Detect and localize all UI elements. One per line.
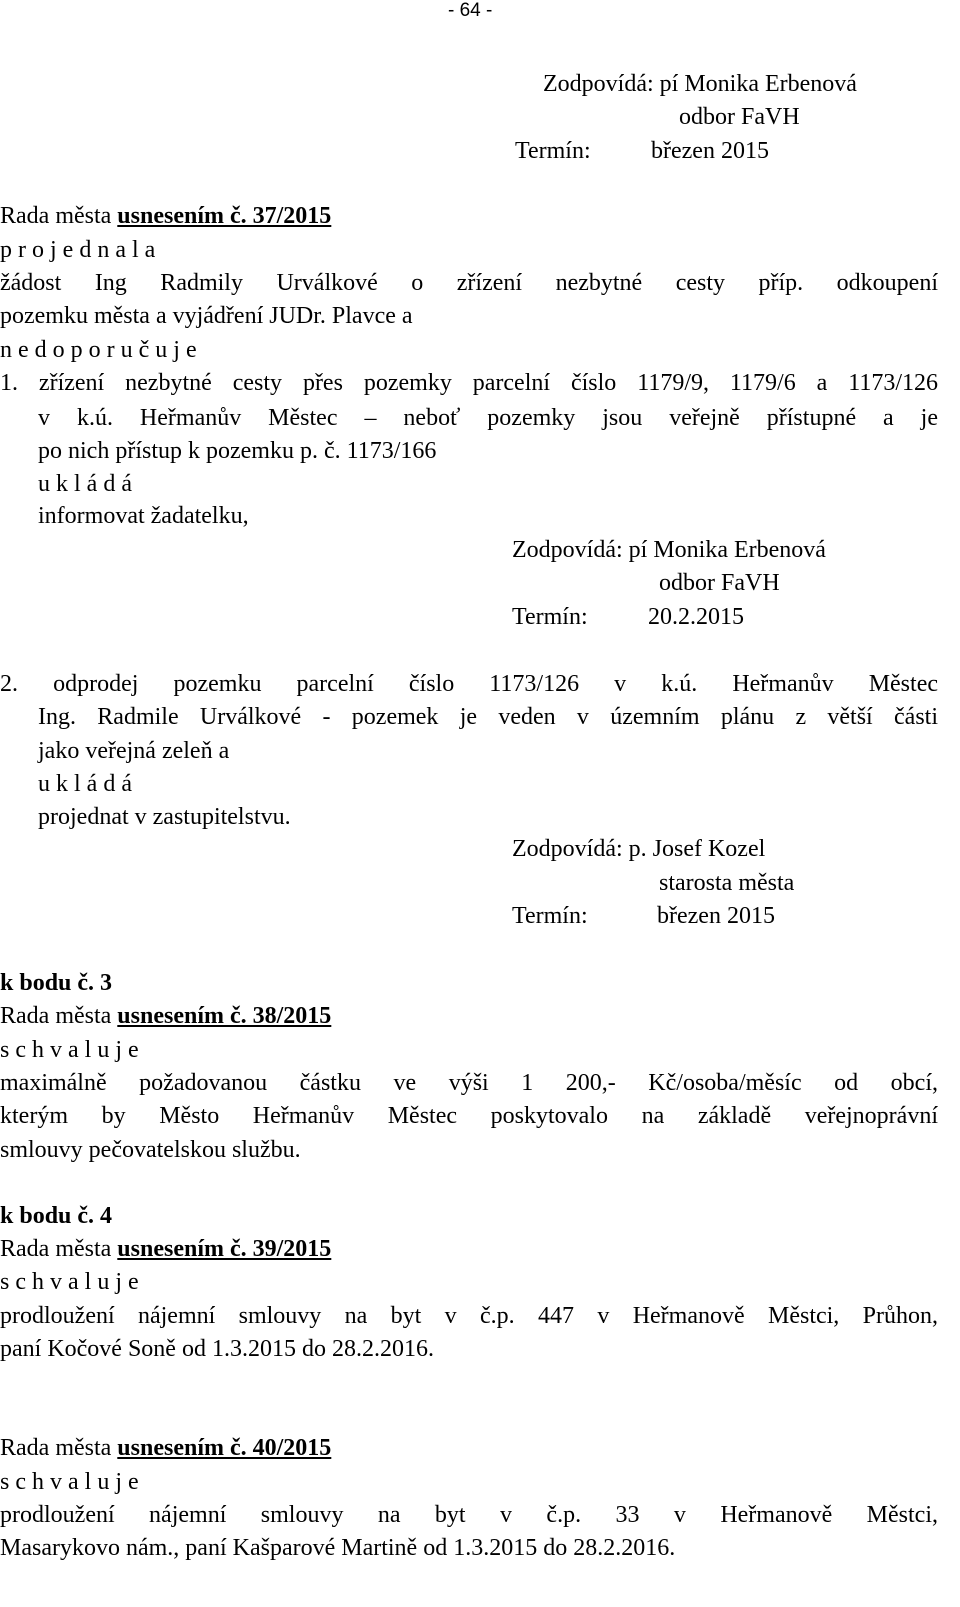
resolution-heading: Rada města usnesením č. 39/2015 bbox=[0, 1236, 332, 1262]
resolution-verb: s c h v a l u j e bbox=[0, 1037, 139, 1063]
resolution-item: 2. odprodej pozemku parcelní číslo 1173/126 v k.ú. Heřmanův Městec bbox=[0, 671, 938, 697]
resolution-number: usnesením č. 37/2015 bbox=[117, 203, 332, 229]
deadline-value: březen 2015 bbox=[651, 138, 769, 164]
resolution-number: usnesením č. 40/2015 bbox=[117, 1435, 332, 1461]
resolution-heading: Rada města usnesením č. 40/2015 bbox=[0, 1435, 332, 1461]
resolution-item: po nich přístup k pozemku p. č. 1173/166 bbox=[38, 438, 437, 464]
resolution-text: smlouvy pečovatelskou službu. bbox=[0, 1137, 301, 1163]
resolution-text: pozemku města a vyjádření JUDr. Plavce a bbox=[0, 303, 413, 329]
deadline-label: Termín: bbox=[512, 903, 588, 929]
department: odbor FaVH bbox=[679, 104, 800, 130]
resolution-item: jako veřejná zeleň a bbox=[38, 738, 230, 764]
resolution-heading: Rada města usnesením č. 38/2015 bbox=[0, 1003, 332, 1029]
deadline-label: Termín: bbox=[512, 604, 588, 630]
agenda-item-heading: k bodu č. 3 bbox=[0, 970, 113, 996]
resolution-text: paní Kočové Soně od 1.3.2015 do 28.2.2016. bbox=[0, 1336, 434, 1362]
resolution-item: Ing. Radmile Urválkové - pozemek je veden v územním plánu z větší části bbox=[38, 704, 938, 730]
deadline-value: březen 2015 bbox=[657, 903, 775, 929]
resolution-verb: p r o j e d n a l a bbox=[0, 237, 156, 263]
responsible-person: Zodpovídá: p. Josef Kozel bbox=[512, 836, 766, 862]
resolution-text: žádost Ing Radmily Urválkové o zřízení nezbytné cesty příp. odkoupení bbox=[0, 270, 938, 296]
resolution-text: prodloužení nájemní smlouvy na byt v č.p. 447 v Heřmanově Městci, Průhon, bbox=[0, 1303, 938, 1329]
resolution-task: informovat žadatelku, bbox=[38, 503, 249, 529]
resolution-verb: n e d o p o r u č u j e bbox=[0, 337, 197, 363]
deadline-value: 20.2.2015 bbox=[648, 604, 744, 630]
department: starosta města bbox=[659, 870, 795, 896]
page-number: - 64 - bbox=[448, 0, 493, 21]
resolution-heading: Rada města usnesením č. 37/2015 bbox=[0, 203, 332, 229]
resolution-text: prodloužení nájemní smlouvy na byt v č.p. 33 v Heřmanově Městci, bbox=[0, 1502, 938, 1528]
resolution-text: kterým by Město Heřmanův Městec poskytovalo na základě veřejnoprávní bbox=[0, 1103, 938, 1129]
agenda-item-heading: k bodu č. 4 bbox=[0, 1203, 113, 1229]
resolution-text: maximálně požadovanou částku ve výši 1 200,- Kč/osoba/měsíc od obcí, bbox=[0, 1070, 938, 1096]
resolution-text: Masarykovo nám., paní Kašparové Martině od 1.3.2015 do 28.2.2016. bbox=[0, 1535, 676, 1561]
responsible-person: Zodpovídá: pí Monika Erbenová bbox=[512, 537, 826, 563]
department: odbor FaVH bbox=[659, 570, 780, 596]
resolution-verb: u k l á d á bbox=[38, 771, 132, 797]
resolution-number: usnesením č. 39/2015 bbox=[117, 1236, 332, 1262]
resolution-item: v k.ú. Heřmanův Městec – neboť pozemky jsou veřejně přístupné a je bbox=[38, 405, 938, 431]
resolution-verb: s c h v a l u j e bbox=[0, 1469, 139, 1495]
responsible-person: Zodpovídá: pí Monika Erbenová bbox=[543, 71, 857, 97]
resolution-verb: s c h v a l u j e bbox=[0, 1269, 139, 1295]
resolution-verb: u k l á d á bbox=[38, 471, 132, 497]
deadline-label: Termín: bbox=[515, 138, 591, 164]
resolution-task: projednat v zastupitelstvu. bbox=[38, 804, 291, 830]
resolution-item: 1. zřízení nezbytné cesty přes pozemky parcelní číslo 1179/9, 1179/6 a 1173/126 bbox=[0, 370, 938, 396]
resolution-number: usnesením č. 38/2015 bbox=[117, 1003, 332, 1029]
